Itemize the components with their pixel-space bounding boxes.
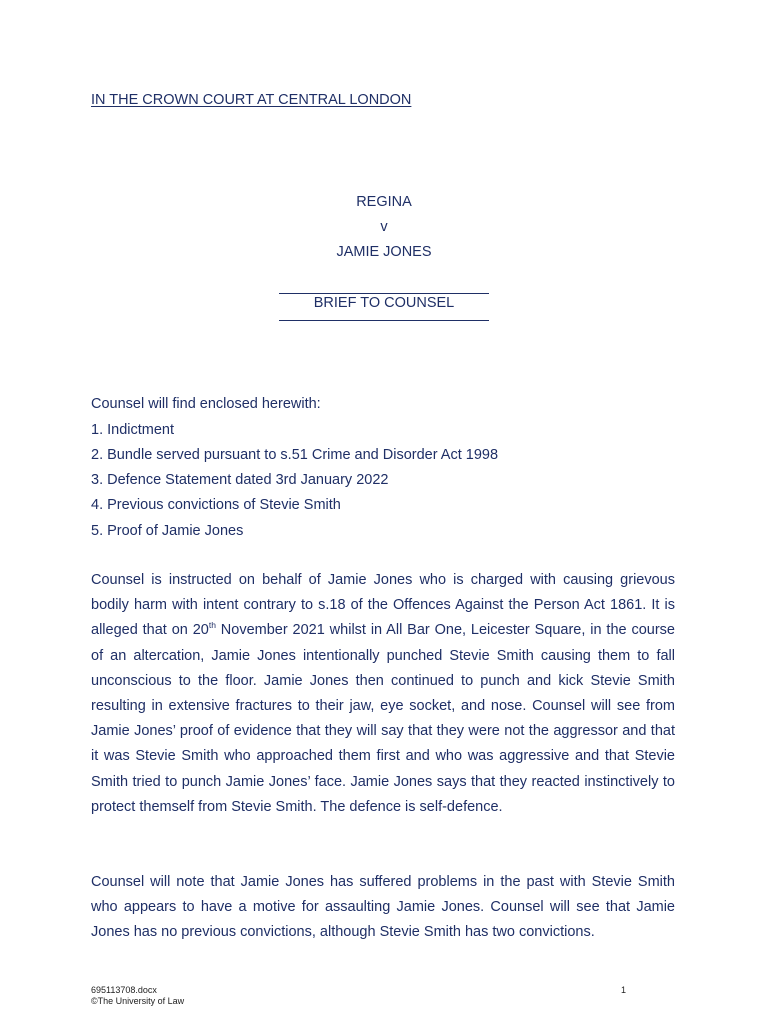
title-rule-bottom bbox=[279, 320, 489, 321]
enclosure-item: 4. Previous convictions of Stevie Smith bbox=[91, 497, 341, 513]
page-number: 1 bbox=[621, 985, 627, 995]
enclosure-item: 1. Indictment bbox=[91, 422, 175, 438]
instructions-paragraph: Counsel is instructed on behalf of Jamie Jones who is charged with causing grievous bodily harm with intent contrary to s.18 of the Offences Against the Person Act 1861. It is alleged that on 20th November 2021 whilst in All Bar One, Leicester Square, in the course of an altercation, Jamie Jones intentionally punched Stevie Smith causing them to fall unconscious to the floor. Jamie Jones then continued to punch and kick Stevie Smith resulting in extensive fractures to their jaw, eye socket, and nose. Counsel will see from Jamie Jones’ proof of evidence that they will say that they were not the aggressor and that it was Stevie Smith who approached them first and who was aggressive and that Stevie Smith tried to punch Jamie Jones’ face. Jamie Jones says that they reacted instinctively to protect themself from Stevie Smith. The defence is self-defence. bbox=[91, 572, 675, 815]
footer-filename: 695113708.docx bbox=[91, 985, 157, 995]
notes-paragraph: Counsel will note that Jamie Jones has suffered problems in the past with Stevie Smith who appears to have a motive for assaulting Jamie Jones. Counsel will see that Jamie Jones has no previous convictions, although Stevie Smith has two convictions. bbox=[91, 874, 675, 941]
footer-copyright: ©The University of Law bbox=[91, 996, 185, 1006]
brief-title: BRIEF TO COUNSEL bbox=[313, 295, 455, 311]
title-rule-top bbox=[279, 293, 489, 294]
enclosures-intro: Counsel will find enclosed herewith: bbox=[91, 396, 321, 412]
case-defendant: JAMIE JONES bbox=[336, 244, 432, 260]
case-versus: v bbox=[380, 219, 388, 235]
date-ordinal-suffix: th bbox=[208, 620, 216, 631]
enclosure-item: 3. Defence Statement dated 3rd January 2022 bbox=[91, 472, 389, 488]
court-heading: IN THE CROWN COURT AT CENTRAL LONDON bbox=[91, 92, 412, 108]
case-prosecution: REGINA bbox=[356, 194, 412, 210]
enclosure-item: 5. Proof of Jamie Jones bbox=[91, 523, 244, 539]
enclosure-item: 2. Bundle served pursuant to s.51 Crime and Disorder Act 1998 bbox=[91, 447, 499, 463]
